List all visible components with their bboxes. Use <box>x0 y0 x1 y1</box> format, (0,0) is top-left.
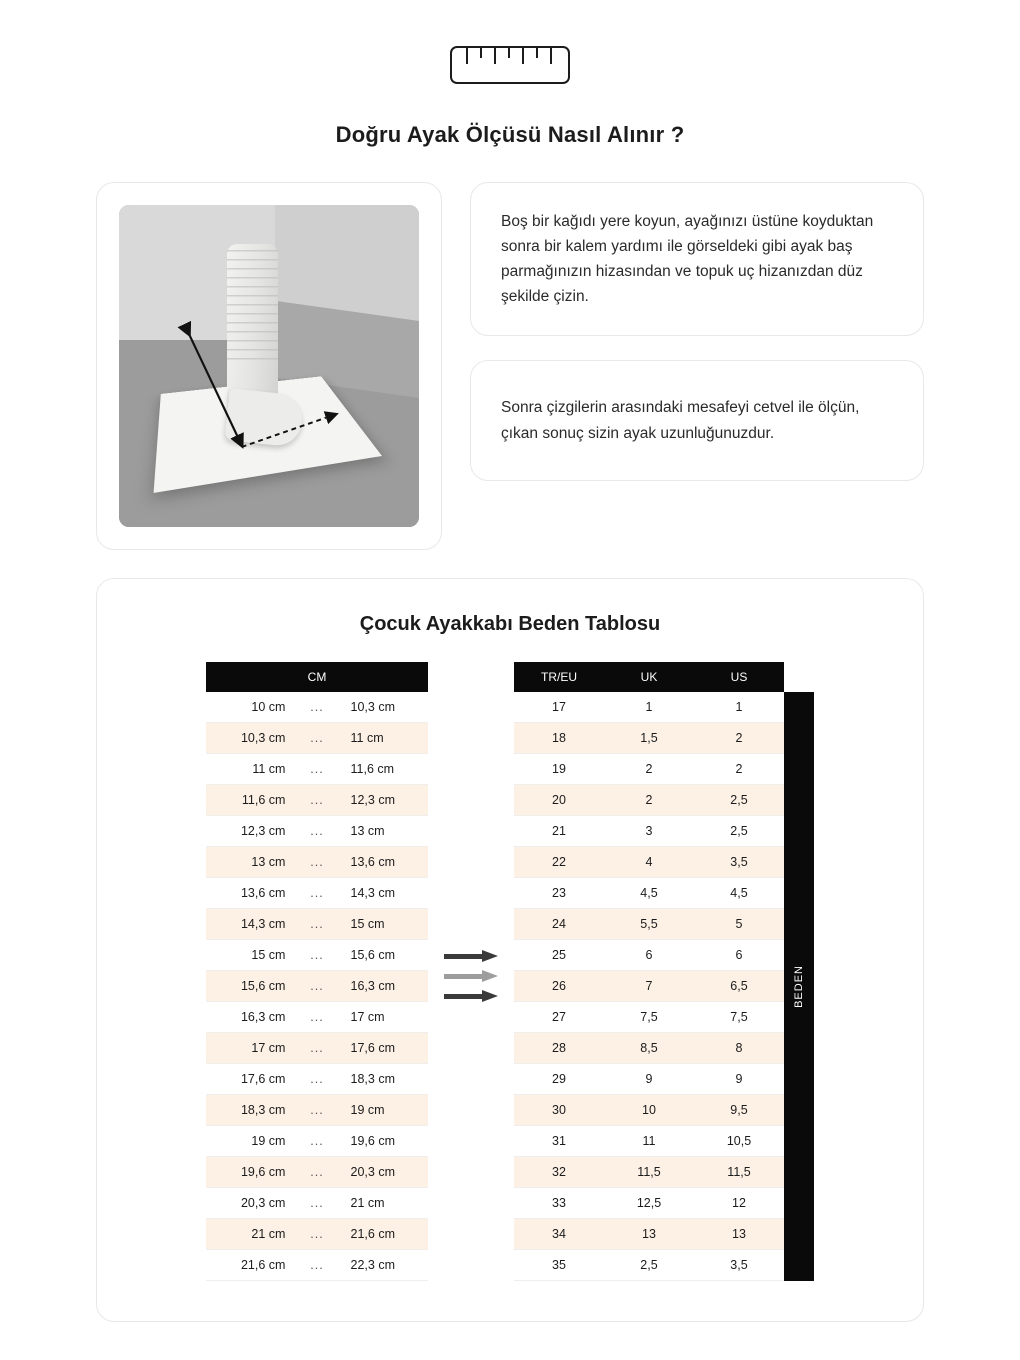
size-cell: 13 <box>694 1219 784 1250</box>
size-cell: 23 <box>514 878 604 909</box>
table-row <box>206 878 428 909</box>
size-table-title: Çocuk Ayakkabı Beden Tablosu <box>359 613 661 635</box>
size-table-with-label <box>514 662 814 1281</box>
table-row <box>206 909 428 940</box>
table-row <box>514 1095 784 1126</box>
table-row <box>206 1188 428 1219</box>
table-row <box>514 1033 784 1064</box>
instruction-step-2: Sonra çizgilerin arasındaki mesafeyi cetvel ile ölçün, çıkan sonuç sizin ayak uzunluğunuzdur. <box>470 360 924 480</box>
cm-cell: 10,3 cm <box>206 723 301 754</box>
size-cell: 17 <box>514 692 604 723</box>
cm-cell: ... <box>301 1157 332 1188</box>
size-cell: 21 <box>514 816 604 847</box>
size-cell: 20 <box>514 785 604 816</box>
cm-cell: 10,3 cm <box>333 692 428 723</box>
size-table-body <box>514 692 784 1281</box>
cm-cell: ... <box>301 1126 332 1157</box>
cm-cell: ... <box>301 1033 332 1064</box>
cm-cell: 19,6 cm <box>333 1126 428 1157</box>
size-cell: 9 <box>694 1064 784 1095</box>
cm-cell: 13,6 cm <box>206 878 301 909</box>
foot-measure-photo-card <box>96 182 442 550</box>
cm-cell: ... <box>301 1250 332 1281</box>
size-cell: 8,5 <box>604 1033 694 1064</box>
table-row <box>514 940 784 971</box>
cm-cell: 15 cm <box>206 940 301 971</box>
table-row <box>514 754 784 785</box>
size-cell: 12 <box>694 1188 784 1219</box>
table-row <box>514 1126 784 1157</box>
table-row <box>206 816 428 847</box>
instructions-section <box>96 182 924 550</box>
cm-cell: 11 cm <box>333 723 428 754</box>
cm-cell: 13 cm <box>333 816 428 847</box>
cm-cell: ... <box>301 723 332 754</box>
size-cell: 2 <box>694 723 784 754</box>
table-row <box>514 909 784 940</box>
size-tables-row <box>117 662 903 1281</box>
cm-cell: 15 cm <box>333 909 428 940</box>
table-row <box>206 1126 428 1157</box>
cm-table-header: CM <box>206 662 428 692</box>
size-cell: 10 <box>604 1095 694 1126</box>
arrow-right-icon-2 <box>444 971 498 982</box>
cm-cell: 21 cm <box>206 1219 301 1250</box>
size-cell: 8 <box>694 1033 784 1064</box>
cm-cell: ... <box>301 785 332 816</box>
cm-cell: 21,6 cm <box>333 1219 428 1250</box>
cm-table-body <box>206 692 428 1281</box>
cm-cell: ... <box>301 1095 332 1126</box>
size-cell: 19 <box>514 754 604 785</box>
size-cell: 4,5 <box>604 878 694 909</box>
size-cell: 1 <box>604 692 694 723</box>
size-table-header-1: UK <box>604 662 694 692</box>
ruler-icon-container <box>0 0 1020 84</box>
foot-on-paper-photo <box>119 205 419 527</box>
table-row <box>206 847 428 878</box>
arrow-right-icon-1 <box>444 951 498 962</box>
size-cell: 12,5 <box>604 1188 694 1219</box>
size-table-section <box>96 578 924 1322</box>
table-row <box>206 1064 428 1095</box>
size-cell: 30 <box>514 1095 604 1126</box>
size-cell: 18 <box>514 723 604 754</box>
cm-table <box>206 662 428 1281</box>
cm-cell: 15,6 cm <box>206 971 301 1002</box>
table-row <box>514 1002 784 1033</box>
size-cell: 33 <box>514 1188 604 1219</box>
size-cell: 26 <box>514 971 604 1002</box>
instruction-text-column <box>470 182 924 481</box>
cm-cell: 14,3 cm <box>333 878 428 909</box>
cm-cell: 20,3 cm <box>206 1188 301 1219</box>
table-row <box>206 940 428 971</box>
table-row <box>206 1033 428 1064</box>
size-cell: 5,5 <box>604 909 694 940</box>
size-cell: 34 <box>514 1219 604 1250</box>
size-cell: 22 <box>514 847 604 878</box>
beden-vertical-label <box>784 692 814 1281</box>
size-cell: 11,5 <box>694 1157 784 1188</box>
cm-cell: ... <box>301 1188 332 1219</box>
cm-cell: 11 cm <box>206 754 301 785</box>
cm-cell: 10 cm <box>206 692 301 723</box>
size-cell: 13 <box>604 1219 694 1250</box>
table-row <box>514 785 784 816</box>
cm-cell: 12,3 cm <box>333 785 428 816</box>
size-cell: 11,5 <box>604 1157 694 1188</box>
measurement-arrow-icon <box>119 205 419 527</box>
cm-cell: ... <box>301 940 332 971</box>
ruler-icon <box>450 46 570 84</box>
arrow-right-icon-3 <box>444 991 498 1002</box>
cm-cell: 17 cm <box>333 1002 428 1033</box>
cm-cell: 11,6 cm <box>333 754 428 785</box>
size-table-header-0: TR/EU <box>514 662 604 692</box>
table-row <box>206 1219 428 1250</box>
cm-cell: 19 cm <box>333 1095 428 1126</box>
table-row <box>514 1188 784 1219</box>
size-cell: 7,5 <box>604 1002 694 1033</box>
size-cell: 7 <box>604 971 694 1002</box>
table-row <box>514 1064 784 1095</box>
cm-table-header-row <box>206 662 428 692</box>
size-cell: 4 <box>604 847 694 878</box>
cm-cell: ... <box>301 909 332 940</box>
table-row <box>206 1250 428 1281</box>
cm-cell: 19 cm <box>206 1126 301 1157</box>
size-table-header-row <box>514 662 784 692</box>
size-cell: 3 <box>604 816 694 847</box>
size-cell: 11 <box>604 1126 694 1157</box>
table-row <box>206 785 428 816</box>
cm-cell: ... <box>301 1064 332 1095</box>
cm-cell: ... <box>301 847 332 878</box>
table-row <box>514 1219 784 1250</box>
cm-cell: ... <box>301 971 332 1002</box>
cm-cell: 17 cm <box>206 1033 301 1064</box>
cm-cell: 16,3 cm <box>333 971 428 1002</box>
size-cell: 5 <box>694 909 784 940</box>
size-cell: 2 <box>604 785 694 816</box>
size-cell: 6,5 <box>694 971 784 1002</box>
table-row <box>206 692 428 723</box>
table-row <box>514 971 784 1002</box>
size-cell: 7,5 <box>694 1002 784 1033</box>
size-cell: 9,5 <box>694 1095 784 1126</box>
size-cell: 10,5 <box>694 1126 784 1157</box>
size-cell: 32 <box>514 1157 604 1188</box>
size-cell: 27 <box>514 1002 604 1033</box>
cm-cell: ... <box>301 692 332 723</box>
cm-cell: 16,3 cm <box>206 1002 301 1033</box>
size-cell: 1 <box>694 692 784 723</box>
size-cell: 2 <box>604 754 694 785</box>
table-row <box>206 1095 428 1126</box>
cm-cell: 11,6 cm <box>206 785 301 816</box>
cm-cell: 15,6 cm <box>333 940 428 971</box>
size-cell: 6 <box>604 940 694 971</box>
table-row <box>514 847 784 878</box>
cm-cell: 19,6 cm <box>206 1157 301 1188</box>
size-cell: 31 <box>514 1126 604 1157</box>
cm-cell: 17,6 cm <box>333 1033 428 1064</box>
arrows-group <box>428 941 514 1002</box>
page-title: Doğru Ayak Ölçüsü Nasıl Alınır ? <box>335 122 685 147</box>
cm-cell: 17,6 cm <box>206 1064 301 1095</box>
size-cell: 24 <box>514 909 604 940</box>
size-cell: 2,5 <box>694 816 784 847</box>
size-cell: 2,5 <box>604 1250 694 1281</box>
table-row <box>514 723 784 754</box>
table-row <box>514 1157 784 1188</box>
table-row <box>206 723 428 754</box>
cm-cell: ... <box>301 754 332 785</box>
cm-cell: 13 cm <box>206 847 301 878</box>
size-cell: 3,5 <box>694 1250 784 1281</box>
size-cell: 28 <box>514 1033 604 1064</box>
cm-cell: 21,6 cm <box>206 1250 301 1281</box>
size-table-header-2: US <box>694 662 784 692</box>
size-cell: 25 <box>514 940 604 971</box>
cm-cell: 18,3 cm <box>206 1095 301 1126</box>
cm-cell: ... <box>301 878 332 909</box>
table-row <box>206 1157 428 1188</box>
size-cell: 6 <box>694 940 784 971</box>
cm-cell: 13,6 cm <box>333 847 428 878</box>
cm-cell: ... <box>301 816 332 847</box>
size-cell: 35 <box>514 1250 604 1281</box>
table-row <box>514 878 784 909</box>
cm-cell: ... <box>301 1002 332 1033</box>
table-row <box>206 754 428 785</box>
table-row <box>514 1250 784 1281</box>
table-row <box>206 971 428 1002</box>
cm-cell: 14,3 cm <box>206 909 301 940</box>
size-cell: 2,5 <box>694 785 784 816</box>
size-cell: 3,5 <box>694 847 784 878</box>
size-cell: 9 <box>604 1064 694 1095</box>
cm-cell: 18,3 cm <box>333 1064 428 1095</box>
beden-label-text: BEDEN <box>793 965 805 1008</box>
table-row <box>514 816 784 847</box>
cm-cell: ... <box>301 1219 332 1250</box>
table-row <box>514 692 784 723</box>
instruction-step-1: Boş bir kağıdı yere koyun, ayağınızı üstüne koyduktan sonra bir kalem yardımı ile görseldeki gibi ayak baş parmağınızın hizasından ve topuk uç hizanızdan düz şekilde çizin. <box>470 182 924 336</box>
cm-cell: 12,3 cm <box>206 816 301 847</box>
cm-cell: 22,3 cm <box>333 1250 428 1281</box>
size-cell: 2 <box>694 754 784 785</box>
table-row <box>206 1002 428 1033</box>
size-cell: 1,5 <box>604 723 694 754</box>
size-cell: 4,5 <box>694 878 784 909</box>
cm-cell: 21 cm <box>333 1188 428 1219</box>
cm-cell: 20,3 cm <box>333 1157 428 1188</box>
size-cell: 29 <box>514 1064 604 1095</box>
size-table <box>514 662 784 1281</box>
